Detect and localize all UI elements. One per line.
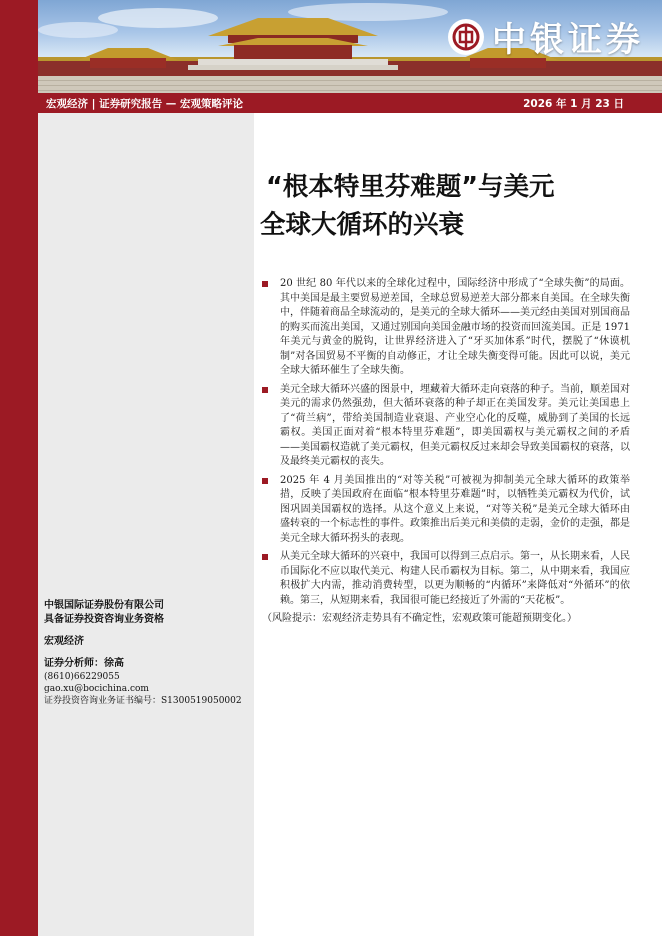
- report-category: 宏观经济 | 证券研究报告 — 宏观策略评论: [46, 98, 243, 110]
- bank-logo-icon: [448, 19, 484, 55]
- summary-bullet: [262, 550, 630, 608]
- summary-bullet: [262, 383, 630, 470]
- report-date: 2026 年 1 月 23 日: [523, 98, 624, 110]
- header-banner: [38, 0, 662, 93]
- left-brand-bar: [0, 0, 38, 936]
- analyst-license: 证券投资咨询业务证书编号：S1300519050002: [44, 696, 242, 706]
- bullet-square-icon: [262, 554, 268, 560]
- analyst-name: 证券分析师：徐高: [44, 658, 124, 669]
- brand-logo: [448, 12, 644, 61]
- summary-bullet: [262, 474, 630, 547]
- title-line-2: 全球大循环的兴衰: [260, 210, 465, 240]
- analyst-info: [44, 599, 254, 707]
- analyst-phone: (8610)66229055: [44, 672, 120, 682]
- title-line-1: “根本特里芬难题”与美元: [266, 172, 555, 202]
- report-header-strip: [38, 93, 662, 113]
- bullet-text: 从美元全球大循环的兴衰中，我国可以得到三点启示。第一，从长期来看，人民币国际化不应以取代美元、构建人民币霸权为目标。第二，从中期来看，我国应积极扩大内需，推动消费转型，以更为顺畅的“内循环”来降低对“外循环”的依赖。第三，从短期来看，我国很可能已经接近了外需的“天花板”。: [280, 551, 630, 606]
- summary-body: [262, 277, 630, 627]
- analyst-email: gao.xu@bocichina.com: [44, 684, 149, 694]
- bullet-text: 美元全球大循环兴盛的图景中，埋藏着大循环走向衰落的种子。当前，顺差国对美元的需求仍然强劲，但大循环衰落的种子却正在美国发芽。美元让美国患上了“荷兰病”，带给美国制造业衰退、产业空心化的反噬，威胁到了美国的长远霸权。美国正面对着“根本特里芬难题”，即美国霸权与美元霸权之间的矛盾——美国霸权造就了美元霸权，但美元霸权反过来却会导致美国霸权的衰落，以及最终美元霸权的丧失。: [280, 383, 630, 467]
- bullet-square-icon: [262, 478, 268, 484]
- bullet-square-icon: [262, 281, 268, 287]
- report-title: [260, 168, 652, 244]
- company-name: 中银国际证券股份有限公司: [44, 600, 164, 611]
- risk-warning: （风险提示：宏观经济走势具有不确定性，宏观政策可能超预期变化。）: [262, 613, 577, 624]
- sidebar-panel: [38, 113, 254, 936]
- brand-name: 中银证券: [492, 20, 644, 60]
- sidebar-category: 宏观经济: [44, 636, 84, 647]
- summary-bullet: [262, 277, 630, 379]
- bullet-text: 20 世纪 80 年代以来的全球化过程中，国际经济中形成了“全球失衡”的局面。其中美国是最主要贸易逆差国，全球总贸易逆差大部分都来自美国。在全球失衡中，伴随着商品全球流动的，是美元的全球大循环——美元经由美国对别国商品的购买而流出美国，又通过别国向美国金融市场的投资而回流美国。正是 1971 年美元与黄金的脱钩，让世界经济进入了“牙买加体系”时代，摆脱了“休谟机制”对各国贸易不平衡的自动修正，才让全球失衡变得可能。因此可以说，美元全球大循环催生了全球失衡。: [280, 278, 630, 376]
- company-qualification: 具备证券投资咨询业务资格: [44, 614, 164, 625]
- bullet-square-icon: [262, 387, 268, 393]
- bullet-text: 2025 年 4 月美国推出的“对等关税”可被视为抑制美元全球大循环的政策举措，反映了美国政府在面临“根本特里芬难题”时，以牺牲美元霸权为代价，试图巩固美国霸权的选择。从这个意义上来说，“对等关税”是美元全球大循环由盛转衰的一个标志性的事件。政策推出后美元和美债的走弱，金价的走强，都是美元全球大循环拐头的表现。: [280, 474, 630, 544]
